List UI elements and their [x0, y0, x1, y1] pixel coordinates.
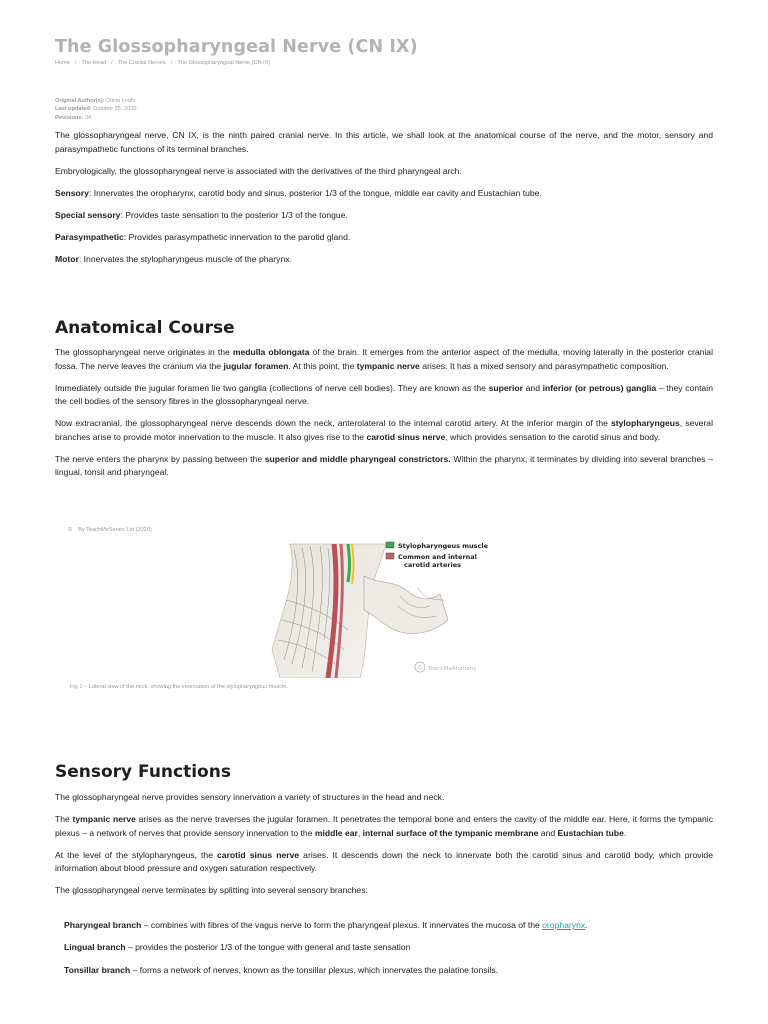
text: Within the pharynx, it terminates by dividing into several branches – lingual, tonsil and pharyngeal.	[55, 453, 713, 478]
legend-swatch-carotid	[386, 553, 394, 559]
sensory-paragraph	[55, 813, 713, 840]
text: ,	[357, 827, 363, 838]
breadcrumb-current: The Glossopharyngeal Nerve (CN IX)	[177, 60, 271, 66]
breadcrumb-home[interactable]: Home	[55, 60, 70, 66]
neck-anatomy-figure[interactable]	[268, 540, 496, 678]
term: middle ear	[314, 827, 358, 838]
text: , several branches arise to provide motor innervation to the muscle. It also gives rise to the	[55, 418, 713, 442]
anatomical-paragraph	[55, 382, 713, 409]
hyoid-larynx-region	[364, 576, 448, 634]
term-special-sensory: Special sensory	[55, 209, 121, 220]
text: and	[522, 382, 543, 393]
legend-carotid-line1: Common and internal	[398, 553, 477, 561]
sensory-paragraph	[55, 849, 713, 876]
text: .	[585, 920, 588, 930]
sensory-branch-list	[64, 919, 713, 986]
anatomical-paragraph	[55, 417, 713, 444]
updated-label: Last updated:	[55, 106, 92, 113]
breadcrumb	[55, 60, 270, 66]
text: Now extracranial, the glossopharyngeal nerve descends down the neck, anterolateral to the internal carotid artery. At the inferior margin of the	[55, 418, 611, 429]
term: internal surface of the tympanic membrane	[362, 827, 539, 838]
text: At the level of the stylopharyngeus, the	[55, 849, 218, 860]
revisions-count: 34	[84, 114, 92, 121]
intro-paragraph: Embryologically, the glossopharyngeal nerve is associated with the derivatives of the third pharyngeal arch.	[55, 165, 462, 176]
svg-text:©: ©	[417, 664, 424, 672]
text: Immediately outside the jugular foramen lie two ganglia (collections of nerve cell bodies). They are known as the	[55, 382, 489, 393]
author-name: Olivia Leafe	[106, 98, 136, 104]
breadcrumb-separator: /	[111, 60, 113, 66]
heading-anatomical-course: Anatomical Course	[55, 318, 235, 338]
breadcrumb-cranial-nerves[interactable]: The Cranial Nerves	[117, 60, 166, 66]
term: jugular foramen	[223, 360, 289, 371]
term: superior and middle pharyngeal constrictors.	[264, 453, 451, 464]
anatomical-paragraph	[55, 453, 713, 480]
text: The nerve enters the pharynx by passing between the	[55, 453, 265, 464]
credit-text: By TeachMeSeries Ltd (2020)	[78, 527, 152, 533]
text: The	[55, 813, 73, 824]
term: stylopharyngeus	[611, 418, 680, 429]
page-title: The Glossopharyngeal Nerve (CN IX)	[55, 37, 418, 57]
text: The glossopharyngeal nerve originates in the	[55, 347, 233, 357]
intro-parasympathetic	[55, 231, 713, 245]
legend-swatch-stylopharyngeus	[386, 542, 394, 548]
intro-motor	[55, 253, 713, 267]
author-label: Original Author(s):	[55, 98, 105, 104]
sensory-paragraph: The glossopharyngeal nerve provides sensory innervation a variety of structures in the head and neck.	[55, 792, 445, 802]
neck-illustration	[268, 540, 496, 678]
list-item	[64, 919, 713, 933]
text: – combines with fibres of the vagus nerve to form the pharyngeal plexus. It innervates the mucosa of the	[141, 920, 543, 930]
sensory-paragraph: The glossopharyngeal nerve terminates by splitting into several sensory branches:	[55, 885, 368, 896]
article-meta	[55, 97, 136, 122]
text: – provides the posterior 1/3 of the tongue with general and taste sensation	[125, 942, 411, 953]
branch-term: Lingual branch	[64, 942, 126, 953]
text: arises. It descends down the neck to innervate both the carotid sinus and carotid body, which provide information about blood pressure and oxygen saturation respectively.	[55, 849, 713, 874]
term-sensory: Sensory	[55, 187, 89, 198]
image-credit	[68, 527, 152, 533]
text: arises. It has a mixed sensory and parasympathetic composition.	[419, 360, 669, 371]
legend-stylopharyngeus: Stylopharyngeus muscle	[398, 542, 489, 550]
figure-caption: Fig 1 – Lateral view of the neck, showing the innervation of the stylopharyngeus muscle.	[70, 684, 288, 690]
sensory-section	[55, 791, 713, 906]
revisions-label: Revisions:	[55, 114, 84, 121]
term: superior	[488, 382, 523, 393]
text: – forms a network of nerves, known as the tonsillar plexus, which innervates the palatine tonsils.	[130, 964, 499, 975]
stylopharyngeus-muscle	[348, 544, 350, 582]
text: .	[623, 827, 627, 838]
branch-term: Tonsillar branch	[64, 964, 131, 975]
intro-paragraph: The glossopharyngeal nerve, CN IX, is the ninth paired cranial nerve. In this article, we shall look at the anatomical course of the nerve, and the motor, sensory and parasympathetic functions of its terminal branches.	[55, 130, 713, 154]
anatomical-paragraph	[55, 346, 713, 373]
breadcrumb-the-head[interactable]: The Head	[81, 60, 107, 66]
list-item	[64, 941, 713, 955]
branch-term: Pharyngeal branch	[64, 920, 142, 930]
intro-section	[55, 129, 713, 275]
text: , which provides sensation to the carotid sinus and body.	[445, 431, 661, 442]
term: inferior (or petrous) ganglia	[542, 382, 657, 393]
list-item	[64, 964, 713, 978]
text: arises as the nerve traverses the jugular foramen. It penetrates the temporal bone and enters the cavity of the middle ear. Here, it forms the tympanic plexus – a network of nerves that provide sensory innervation to the	[55, 813, 713, 838]
motor-description: : Innervates the stylopharyngeus muscle of the pharynx.	[78, 253, 292, 264]
term: carotid sinus nerve	[217, 849, 300, 860]
term: medulla oblongata	[232, 347, 310, 357]
special-sensory-description: : Provides taste sensation to the posterior 1/3 of the tongue.	[120, 209, 348, 220]
legend-carotid-line2: carotid arteries	[404, 561, 461, 569]
term: carotid sinus nerve	[366, 431, 446, 442]
sensory-description: : Innervates the oropharynx, carotid body and sinus, posterior 1/3 of the tongue, middle ear cavity and Eustachian tube.	[88, 187, 542, 198]
heading-sensory-functions: Sensory Functions	[55, 762, 231, 782]
text: and	[538, 827, 558, 838]
parasympathetic-description: : Provides parasympathetic innervation to the parotid gland.	[123, 231, 351, 242]
copyright-icon: ©	[68, 527, 73, 533]
term: tympanic nerve	[356, 360, 420, 371]
updated-date: October 25, 2020	[93, 106, 137, 113]
breadcrumb-separator: /	[170, 60, 173, 66]
text: . At this point, the	[288, 360, 357, 371]
text: – they contain the cell bodies of the sensory fibres in the glossopharyngeal nerve.	[55, 382, 713, 407]
anatomical-section	[55, 346, 713, 488]
term: tympanic nerve	[72, 813, 136, 824]
intro-special-sensory	[55, 209, 713, 223]
breadcrumb-separator: /	[74, 60, 77, 66]
text: of the brain. It emerges from the anterior aspect of the medulla, moving laterally in the posterior cranial fossa. The nerve leaves the cranium via the	[55, 347, 713, 371]
oropharynx-link[interactable]: oropharynx	[542, 920, 586, 930]
term-motor: Motor	[55, 253, 79, 264]
watermark-text: TeachMeAnatomy	[428, 666, 477, 672]
term: Eustachian tube	[557, 827, 624, 838]
term-parasympathetic: Parasympathetic	[55, 231, 124, 242]
intro-sensory	[55, 187, 713, 201]
